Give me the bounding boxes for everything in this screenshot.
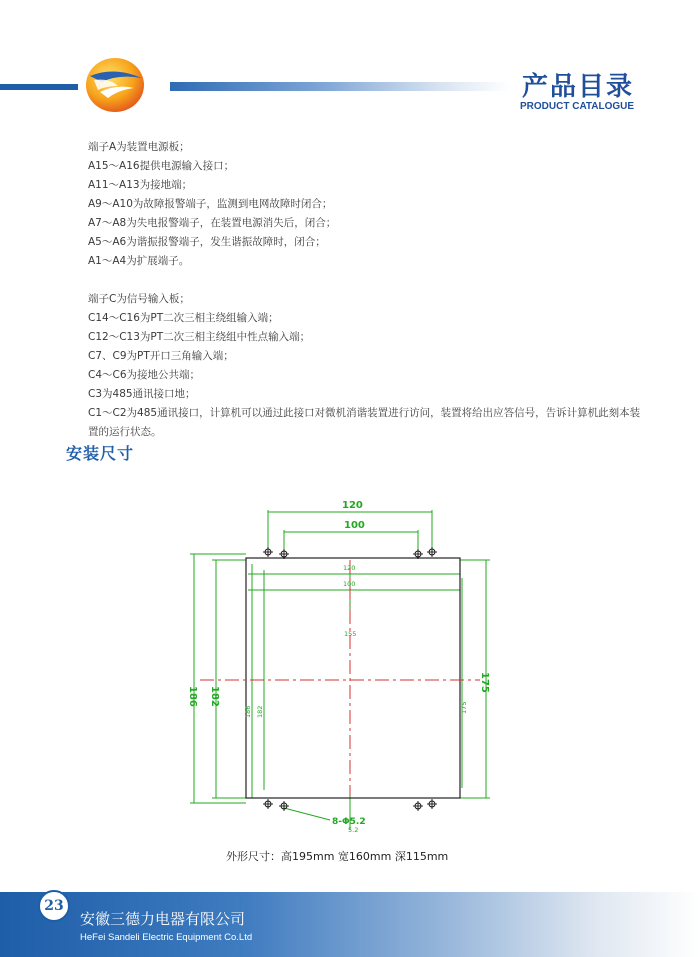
terminal-c-line: C7、C9为PT开口三角输入端；: [88, 350, 234, 362]
dim-label-155: 155: [344, 630, 357, 638]
terminal-a-line: 端子A为装置电源板；: [88, 141, 190, 153]
terminal-c-line: C3为485通讯接口地；: [88, 388, 196, 400]
company-logo: [84, 56, 146, 114]
overall-dimensions-caption: 外形尺寸：高195mm 宽160mm 深115mm: [226, 850, 449, 863]
terminal-a-line: A7～A8为失电报警端子，在装置电源消失后，闭合；: [88, 217, 337, 229]
terminal-c-line: C14～C16为PT二次三相主绕组输入端；: [88, 312, 279, 324]
dim-label-186: 186: [187, 686, 198, 707]
terminal-c-line: C4～C6为接地公共端；: [88, 369, 201, 381]
company-name-cn: 安徽三德力电器有限公司: [80, 910, 246, 928]
header-accent-bar-left: [0, 84, 78, 90]
hole-spec-label: 8-Φ5.2: [332, 817, 366, 827]
terminal-a-line: A5～A6为谐振报警端子，发生谐振故障时，闭合；: [88, 236, 326, 248]
dim-label-182-inner: 182: [256, 705, 264, 718]
dim-label-186-inner: 186: [244, 705, 252, 718]
catalogue-title: 产品目录: [522, 72, 635, 102]
section-title: 安装尺寸: [66, 444, 135, 463]
terminal-a-line: A9～A10为故障报警端子，监测到电网故障时闭合；: [88, 198, 333, 210]
dim-label-175-inner: 175: [460, 701, 468, 714]
company-name-en: HeFei Sandeli Electric Equipment Co.Ltd: [80, 932, 253, 943]
dim-label-120-top: 120: [342, 500, 363, 511]
dim-label-175: 175: [479, 672, 490, 693]
terminal-c-line: C12～C13为PT二次三相主绕组中性点输入端；: [88, 331, 311, 343]
dim-label-100-top: 100: [344, 520, 365, 531]
page-number: 23: [38, 890, 70, 922]
installation-dimension-drawing: [180, 490, 500, 835]
dim-label-5-2: 5.2: [348, 826, 359, 834]
dim-label-120-inner: 120: [343, 564, 356, 572]
dim-label-182: 182: [209, 686, 220, 707]
catalogue-subtitle: PRODUCT CATALOGUE: [520, 101, 635, 112]
terminal-c-paragraph: C1～C2为485通讯接口，计算机可以通过此接口对微机消谐装置进行访问，装置将给出应答信号，告诉计算机此刻本装置的运行状态。: [88, 407, 641, 438]
header-accent-bar-right: [170, 82, 510, 91]
terminal-a-line: A11～A13为接地端；: [88, 179, 193, 191]
terminal-description: [88, 138, 648, 442]
terminal-a-line: A15～A16提供电源输入接口；: [88, 160, 235, 172]
terminal-a-line: A1～A4为扩展端子。: [88, 255, 190, 267]
terminal-c-line: 端子C为信号输入板；: [88, 293, 190, 305]
dim-label-100-inner: 100: [343, 580, 356, 588]
